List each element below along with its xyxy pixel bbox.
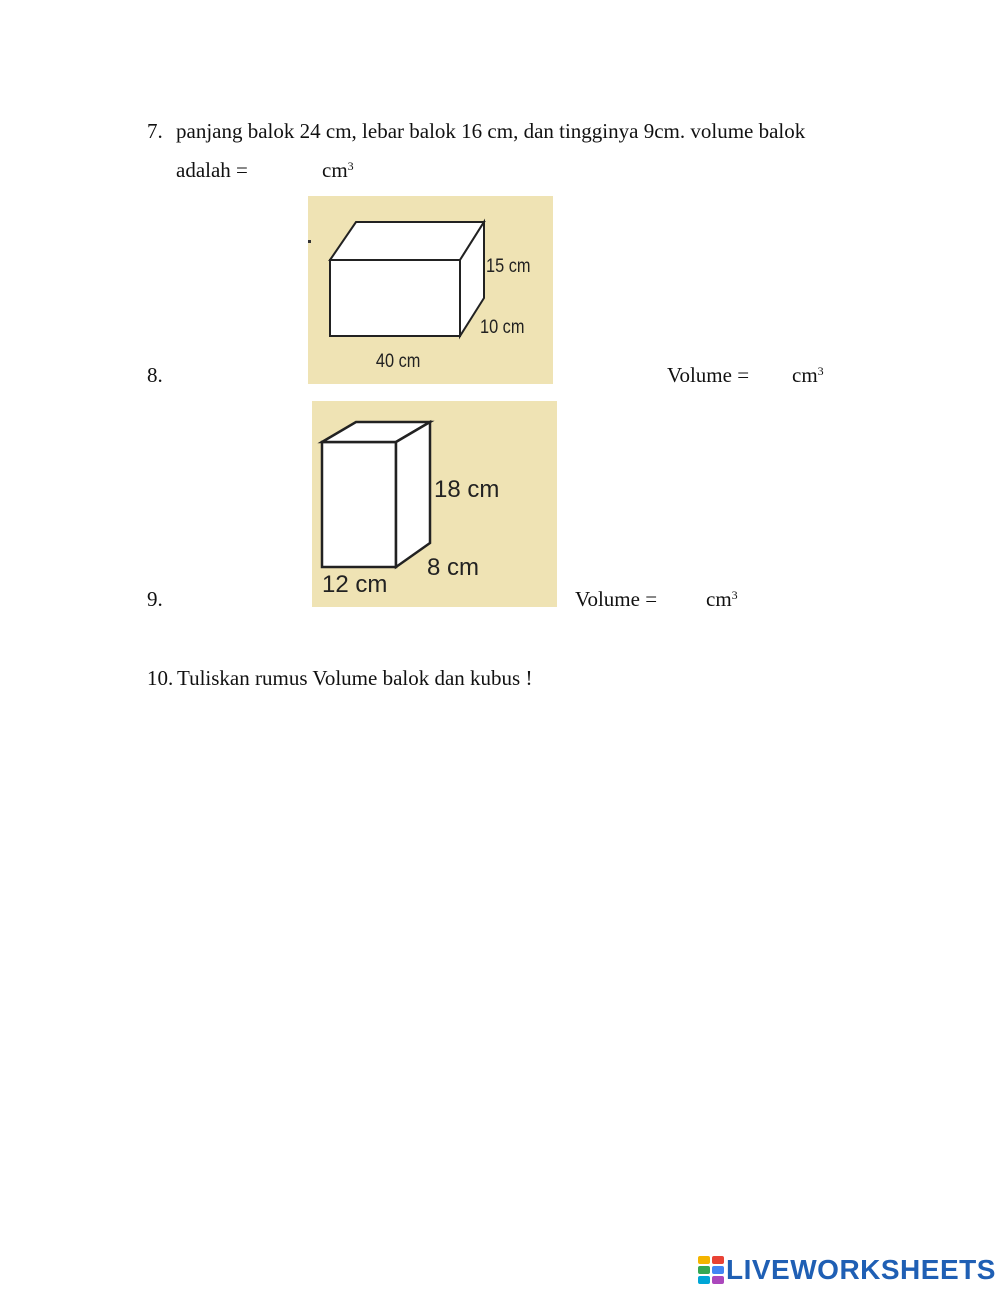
q9-depth-label: 8 cm — [427, 554, 480, 581]
q9-length-label: 12 cm — [322, 571, 388, 598]
q8-number: 8. — [147, 363, 163, 387]
q8-height-label: 15 cm — [486, 254, 531, 277]
q8-stray-mark — [308, 240, 311, 243]
q9-number: 9. — [147, 587, 163, 611]
q9-height-label: 18 cm — [434, 476, 500, 503]
q7-number: 7. — [147, 119, 163, 143]
q10-text: Tuliskan rumus Volume balok dan kubus ! — [177, 666, 533, 690]
q9-volume-label: Volume = — [575, 587, 658, 611]
q10-number: 10. — [147, 666, 174, 690]
liveworksheets-logo-icon — [698, 1256, 724, 1284]
liveworksheets-brand: LIVEWORKSHEETS — [726, 1254, 996, 1285]
q8-unit: $cm^3$ — [792, 363, 824, 387]
q8-cuboid-figure — [308, 196, 553, 384]
q8-volume-label: Volume = — [667, 363, 750, 387]
q7-answer-field[interactable] — [258, 156, 318, 182]
q8-length-label: 40 cm — [375, 349, 421, 372]
q7-unit: $cm^3$ — [322, 158, 354, 182]
q9-unit: $cm^3$ — [706, 587, 738, 611]
q8-depth-label: 10 cm — [480, 315, 525, 338]
q7-text-line1: panjang balok 24 cm, lebar balok 16 cm, dan tingginya 9cm. volume balok — [176, 119, 806, 143]
q7-text-line2: adalah = — [176, 158, 248, 182]
q9-cuboid-figure — [312, 401, 557, 607]
q8-answer-field[interactable] — [762, 361, 790, 387]
q9-answer-field[interactable] — [670, 585, 704, 611]
liveworksheets-logo — [698, 1254, 996, 1286]
